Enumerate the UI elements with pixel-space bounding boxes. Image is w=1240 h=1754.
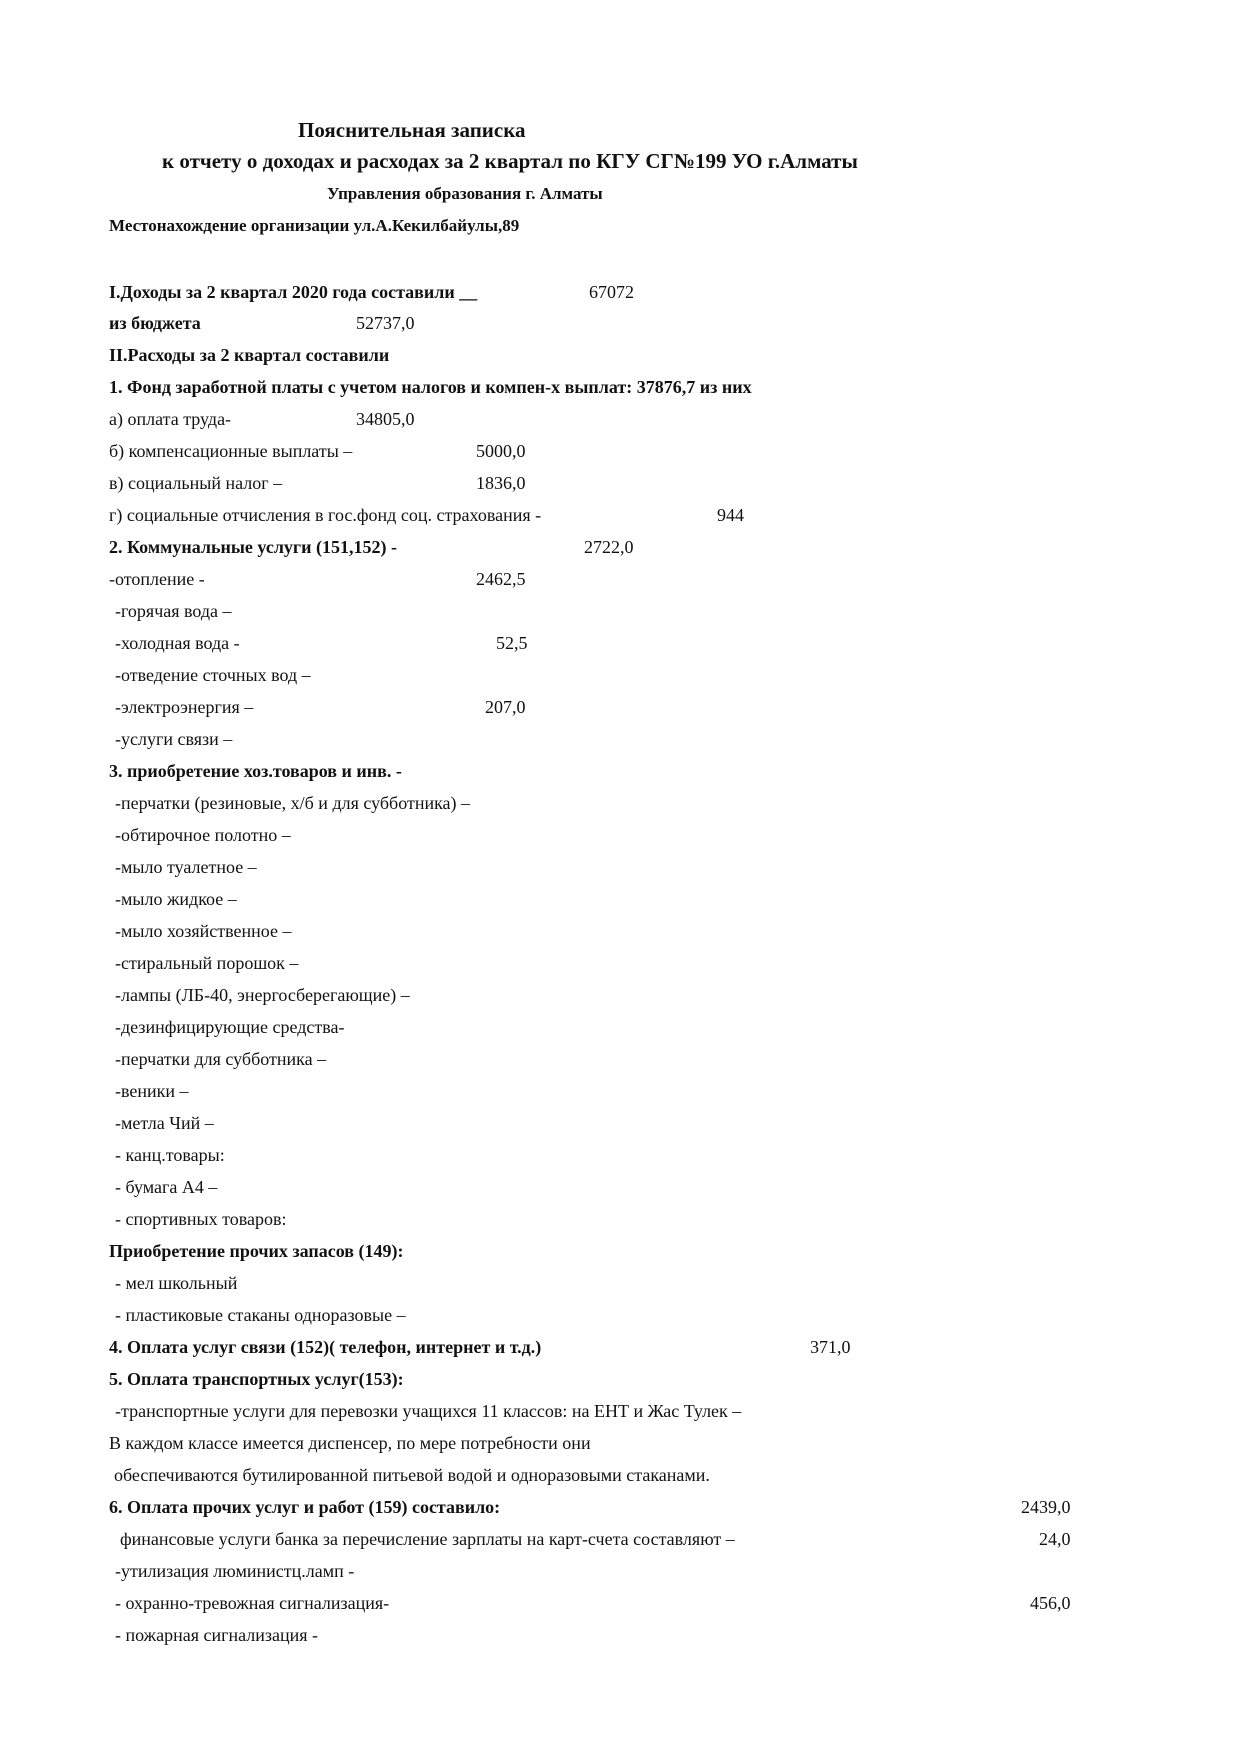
payroll-label: 1. Фонд заработной платы с учетом налогов и компен-х выплат: 37876,7 из них <box>109 377 752 397</box>
payroll-item-label: в) социальный налог – <box>109 473 283 493</box>
budget-label: из бюджета <box>109 313 201 333</box>
other-stock-item: - пластиковые стаканы одноразовые – <box>115 1305 406 1325</box>
expenses-label: II.Расходы за 2 квартал составили <box>109 345 390 365</box>
supplies-label: 3. приобретение хоз.товаров и инв. - <box>109 761 402 781</box>
utility-item-label: -горячая вода – <box>115 601 232 621</box>
service-item-label: - пожарная сигнализация - <box>115 1625 319 1645</box>
transport-label: 5. Оплата транспортных услуг(153): <box>109 1369 404 1389</box>
income-value: 67072 <box>589 282 634 302</box>
supply-item: -веники – <box>115 1081 189 1101</box>
income-label: I.Доходы за 2 квартал 2020 года составили __ <box>109 282 478 302</box>
supply-item: -перчатки для субботника – <box>115 1049 327 1069</box>
supply-item: -мыло туалетное – <box>115 857 257 877</box>
utility-item-label: -холодная вода - <box>115 633 240 653</box>
supply-item: - бумага А4 – <box>115 1177 218 1197</box>
supply-item: -мыло хозяйственное – <box>115 921 292 941</box>
utility-item-value: 52,5 <box>496 633 528 653</box>
supply-item: -лампы (ЛБ-40, энергосберегающие) – <box>115 985 410 1005</box>
service-item-label: - охранно-тревожная сигнализация- <box>115 1593 390 1613</box>
utility-item-label: -услуги связи – <box>115 729 233 749</box>
payroll-item-label: г) социальные отчисления в гос.фонд соц. страхования - <box>109 505 542 525</box>
utilities-label: 2. Коммунальные услуги (151,152) - <box>109 537 397 557</box>
service-item-value: 24,0 <box>1039 1529 1071 1549</box>
service-item-value: 456,0 <box>1030 1593 1071 1613</box>
document-subtitle: к отчету о доходах и расходах за 2 квартал по КГУ СГ№199 УО г.Алматы <box>162 149 858 173</box>
organization-location: Местонахождение организации ул.А.Кекилбайулы,89 <box>109 216 520 235</box>
supply-item: - спортивных товаров: <box>115 1209 287 1229</box>
utilities-value: 2722,0 <box>584 537 634 557</box>
utility-item-label: -отведение сточных вод – <box>115 665 311 685</box>
payroll-item-label: б) компенсационные выплаты – <box>109 441 353 461</box>
supply-item: - канц.товары: <box>115 1145 225 1165</box>
utility-item-label: -отопление - <box>109 569 205 589</box>
supply-item: -обтирочное полотно – <box>115 825 291 845</box>
other-services-value: 2439,0 <box>1021 1497 1071 1517</box>
supply-item: -мыло жидкое – <box>115 889 237 909</box>
other-stock-label: Приобретение прочих запасов (149): <box>109 1241 404 1261</box>
utility-item-value: 207,0 <box>485 697 526 717</box>
payroll-item-value: 1836,0 <box>476 473 526 493</box>
communication-label: 4. Оплата услуг связи (152)( телефон, интернет и т.д.) <box>109 1337 542 1357</box>
utility-item-label: -электроэнергия – <box>115 697 254 717</box>
supply-item: -перчатки (резиновые, х/б и для субботника) – <box>115 793 471 813</box>
department-name: Управления образования г. Алматы <box>327 184 603 203</box>
transport-line: В каждом классе имеется диспенсер, по мере потребности они <box>109 1433 591 1453</box>
transport-line: обеспечиваются бутилированной питьевой водой и одноразовыми стаканами. <box>114 1465 710 1485</box>
payroll-item-value: 5000,0 <box>476 441 526 461</box>
service-item-label: -утилизация люминистц.ламп - <box>115 1561 355 1581</box>
transport-line: -транспортные услуги для перевозки учащихся 11 классов: на ЕНТ и Жас Тулек – <box>115 1401 742 1421</box>
document-title: Пояснительная записка <box>298 118 526 142</box>
budget-value: 52737,0 <box>356 313 415 333</box>
payroll-item-label: а) оплата труда- <box>109 409 232 429</box>
payroll-item-value: 34805,0 <box>356 409 415 429</box>
utility-item-value: 2462,5 <box>476 569 526 589</box>
other-stock-item: - мел школьный <box>115 1273 238 1293</box>
supply-item: -дезинфицирующие средства- <box>115 1017 345 1037</box>
other-services-label: 6. Оплата прочих услуг и работ (159) составило: <box>109 1497 501 1517</box>
service-item-label: финансовые услуги банка за перечисление зарплаты на карт-счета составляют – <box>120 1529 735 1549</box>
payroll-item-value: 944 <box>717 505 744 525</box>
supply-item: -метла Чий – <box>115 1113 214 1133</box>
communication-value: 371,0 <box>810 1337 851 1357</box>
supply-item: -стиральный порошок – <box>115 953 299 973</box>
